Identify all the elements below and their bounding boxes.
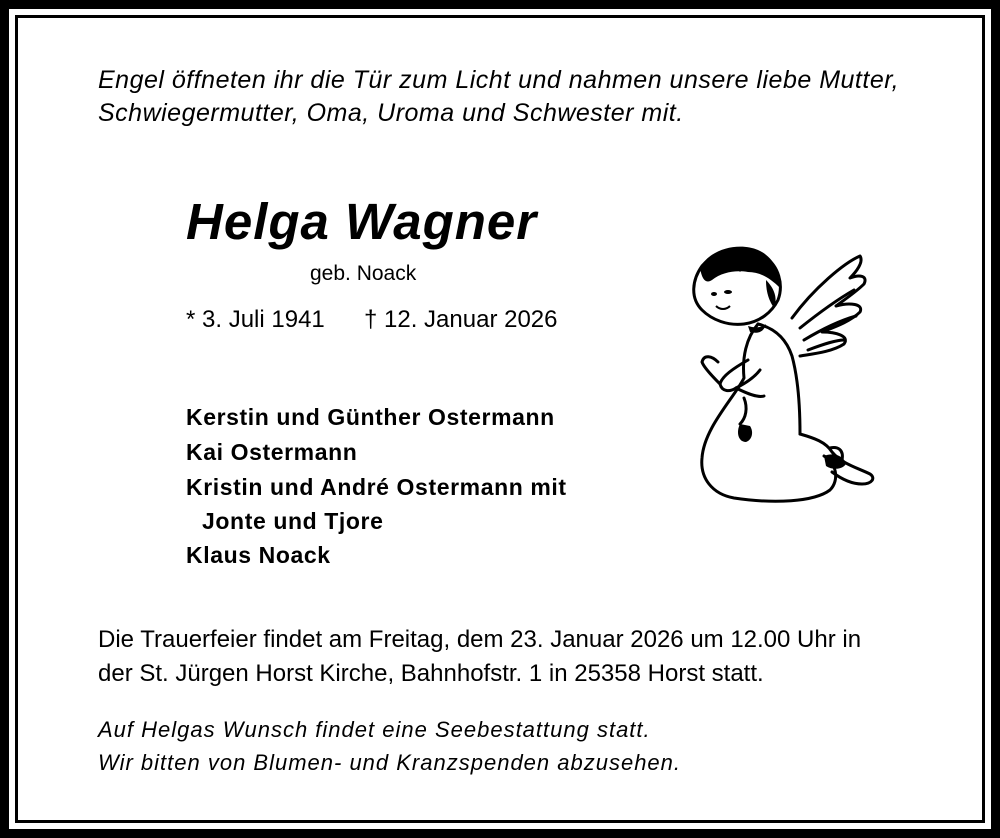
note-line-1: Auf Helgas Wunsch findet eine Seebestattung statt. <box>98 717 651 742</box>
death-date: † 12. Januar 2026 <box>364 306 558 333</box>
service-line-1: Die Trauerfeier findet am Freitag, dem 23. Januar 2026 um 12.00 Uhr in <box>98 626 862 653</box>
praying-angel-icon <box>674 228 882 514</box>
birth-date: * 3. Juli 1941 <box>186 306 325 333</box>
mourner-1: Kerstin und Günther Ostermann <box>186 404 555 430</box>
intro-line-2: Schwiegermutter, Oma, Uroma und Schwester mit. <box>98 99 684 127</box>
note-line-2: Wir bitten von Blumen- und Kranzspenden abzusehen. <box>98 750 682 775</box>
mourner-2: Kai Ostermann <box>186 439 358 465</box>
service-line-2: der St. Jürgen Horst Kirche, Bahnhofstr. 1 in 25358 Horst statt. <box>98 660 764 687</box>
mourner-5: Klaus Noack <box>186 542 331 568</box>
birth-name: geb. Noack <box>310 262 417 285</box>
intro-line-1: Engel öffneten ihr die Tür zum Licht und nahmen unsere liebe Mutter, <box>98 66 900 94</box>
mourner-3: Kristin und André Ostermann mit <box>186 474 567 500</box>
mourner-4: Jonte und Tjore <box>202 508 384 534</box>
deceased-name: Helga Wagner <box>186 193 538 250</box>
